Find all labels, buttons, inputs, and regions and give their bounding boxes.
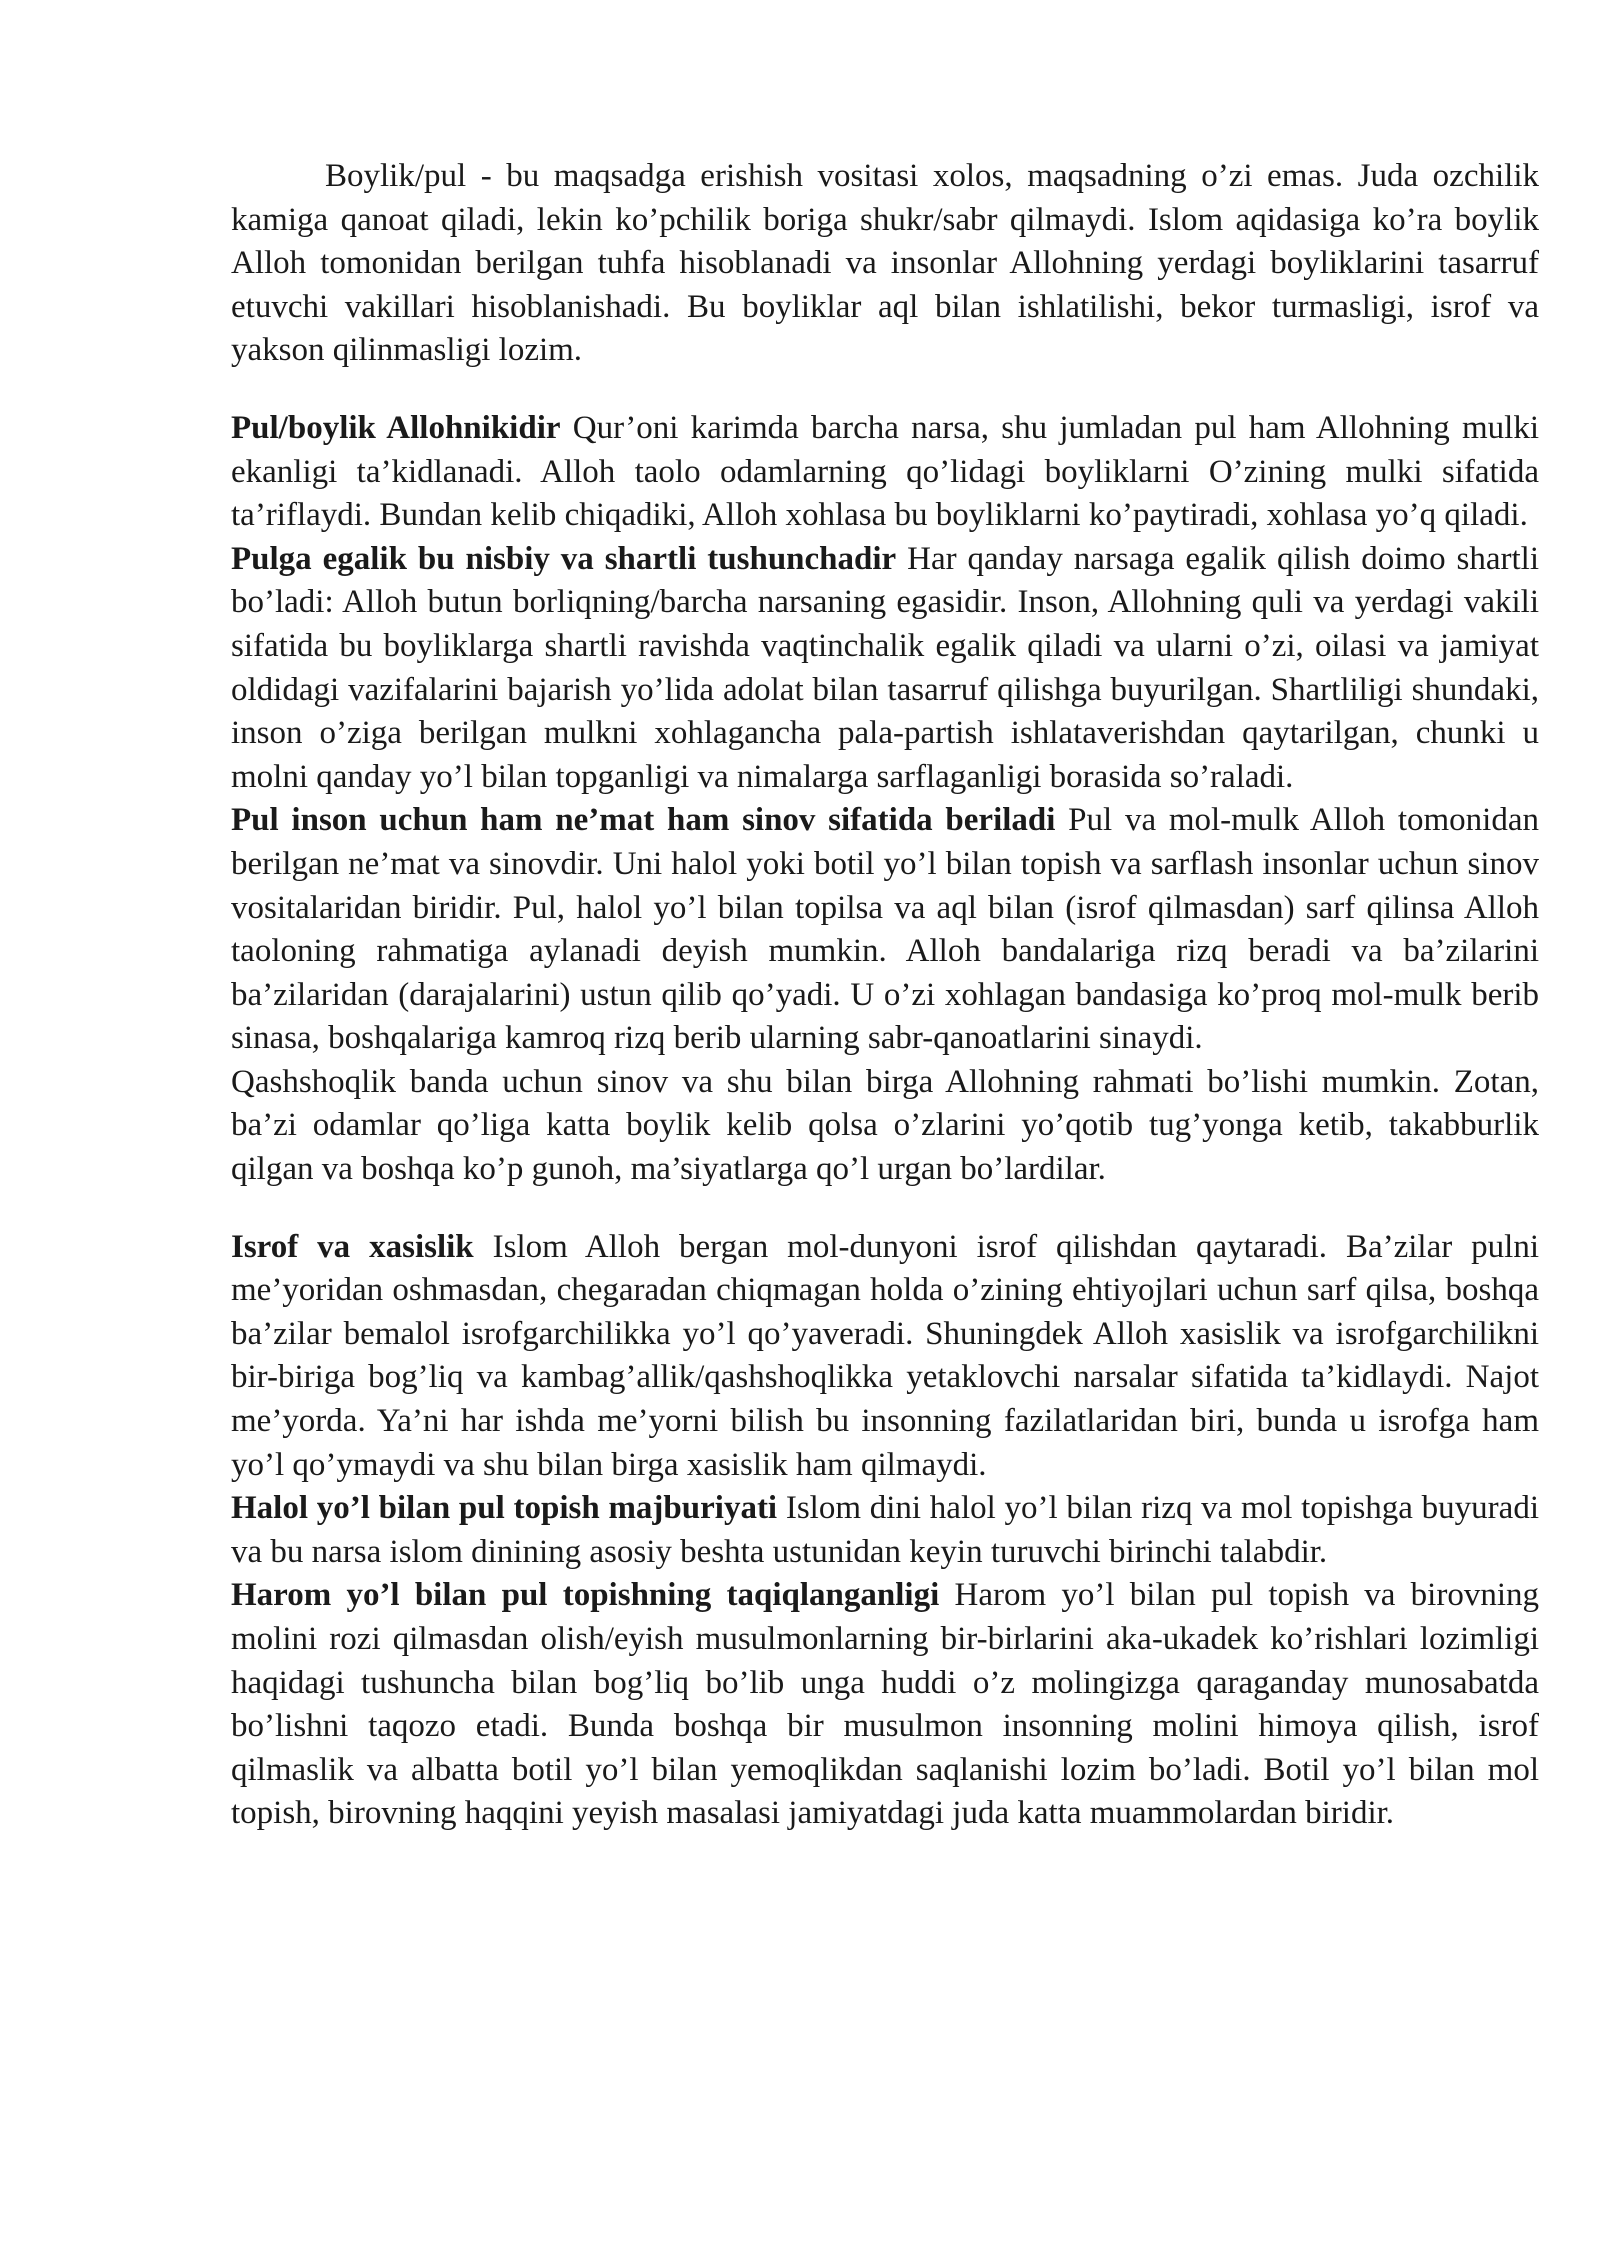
paragraph-intro bbox=[231, 155, 1539, 373]
paragraph-text: Boylik/pul - bu maqsadga erishish vositasi xolos, maqsadning o’zi emas. Juda ozchilik kamiga qanoat qiladi, lekin ko’pchilik boriga shukr/sabr qilmaydi. Islom aqidasiga ko’ra boylik Alloh tomonidan berilgan tuhfa hisoblanadi va insonlar Allohning yerdagi boyliklarini tasarruf etuvchi vakillari hisoblanishadi. Bu boyliklar aql bilan ishlatilishi, bekor turmasligi, isrof va yakson qilinmasligi lozim. bbox=[231, 158, 1539, 369]
section-heading: Pulga egalik bu nisbiy va shartli tushunchadir bbox=[231, 540, 897, 577]
section-heading: Pul/boylik Allohnikidir bbox=[231, 409, 561, 446]
paragraph-halol bbox=[231, 1487, 1539, 1574]
paragraph-text: Islom dini halol yo’l bilan rizq va mol topishga buyuradi va bu narsa islom dinining asosiy beshta ustunidan keyin turuvchi birinchi talabdir. bbox=[231, 1490, 1539, 1570]
paragraph-text: Pul va mol-mulk Alloh tomonidan berilgan ne’mat va sinovdir. Uni halol yoki botil yo’l bilan topish va sarflash insonlar uchun sinov vositalaridan biridir. Pul, halol yo’l bilan topilsa va aql bilan (isrof qilmasdan) sarf qilinsa Alloh taoloning rahmatiga aylanadi deyish mumkin. Alloh bandalariga rizq beradi va ba’zilarini ba’zilaridan (darajalarini) ustun qilib qo’yadi. U o’zi xohlagan bandasiga ko’proq mol-mulk berib sinasa, boshqalariga kamroq rizq berib ularning sabr-qanoatlarini sinaydi. bbox=[231, 802, 1539, 1057]
paragraph-text: Qur’oni karimda barcha narsa, shu jumladan pul ham Allohning mulki ekanligi ta’kidlanadi. Alloh taolo odamlarning qo’lidagi boyliklarni O’zining mulki sifatida ta’riflaydi. Bundan kelib chiqadiki, Alloh xohlasa bu boyliklarni ko’paytiradi, xohlasa yo’q qiladi. bbox=[231, 409, 1539, 534]
paragraph-nemat-sinov bbox=[231, 799, 1539, 1061]
paragraph-isrof bbox=[231, 1226, 1539, 1488]
paragraph-egalik bbox=[231, 538, 1539, 800]
paragraph-text: Qashshoqlik banda uchun sinov va shu bilan birga Allohning rahmati bo’lishi mumkin. Zotan, ba’zi odamlar qo’liga katta boylik kelib qolsa o’zlarini yo’qotib tug’yonga ketib, takabburlik qilgan va boshqa ko’p gunoh, ma’siyatlarga qo’l urgan bo’lardilar. bbox=[231, 1063, 1539, 1188]
paragraph-text: Harom yo’l bilan pul topish va birovning molini rozi qilmasdan olish/eyish musulmonlarning bir-birlarini aka-ukadek ko’rishlari lozimligi haqidagi tushuncha bilan bog’liq bo’lib unga huddi o’z molingizga qaraganday munosabatda bo’lishni taqozo etadi. Bunda boshqa bir musulmon insonning molini himoya qilish, isrof qilmaslik va albatta botil yo’l bilan yemoqlikdan saqlanishi lozim bo’ladi. Botil yo’l bilan mol topish, birovning haqqini yeyish masalasi jamiyatdagi juda katta muammolardan biridir. bbox=[231, 1577, 1540, 1832]
paragraph-text: Islom Alloh bergan mol-dunyoni isrof qilishdan qaytaradi. Ba’zilar pulni me’yoridan oshmasdan, chegaradan chiqmagan holda o’zining ehtiyojlari uchun sarf qilsa, boshqa ba’zilar bemalol isrofgarchilikka yo’l qo’yaveradi. Shuningdek Alloh xasislik va isrofgarchilikni bir-biriga bog’liq va kambag’allik/qashshoqlikka yetaklovchi narsalar sifatida ta’kidlaydi. Najot me’yorda. Ya’ni har ishda me’yorni bilish bu insonning fazilatlaridan biri, bunda u isrofga ham yo’l qo’ymaydi va shu bilan birga xasislik ham qilmaydi. bbox=[231, 1228, 1539, 1483]
document-body bbox=[231, 155, 1539, 1836]
paragraph-text: Har qanday narsaga egalik qilish doimo shartli bo’ladi: Alloh butun borliqning/barcha narsaning egasidir. Inson, Allohning quli va yerdagi vakili sifatida bu boyliklarga shartli ravishda vaqtinchalik egalik qiladi va ularni o’zi, oilasi va jamiyat oldidagi vazifalarini bajarish yo’lida adolat bilan tasarruf qilishga buyurilgan. Shartliligi shundaki, inson o’ziga berilgan mulkni xohlagancha pala-partish ishlataverishdan qaytarilgan, chunki u molni qanday yo’l bilan topganligi va nimalarga sarflaganligi borasida so’raladi. bbox=[231, 540, 1539, 795]
section-heading: Halol yo’l bilan pul topish majburiyati bbox=[231, 1490, 778, 1527]
section-heading: Isrof va xasislik bbox=[231, 1228, 474, 1265]
paragraph-harom bbox=[231, 1574, 1539, 1836]
section-heading: Pul inson uchun ham ne’mat ham sinov sifatida beriladi bbox=[231, 802, 1056, 839]
paragraph-pul-boylik bbox=[231, 407, 1539, 538]
paragraph-qashshoqlik bbox=[231, 1061, 1539, 1192]
section-heading: Harom yo’l bilan pul topishning taqiqlanganligi bbox=[231, 1577, 940, 1614]
